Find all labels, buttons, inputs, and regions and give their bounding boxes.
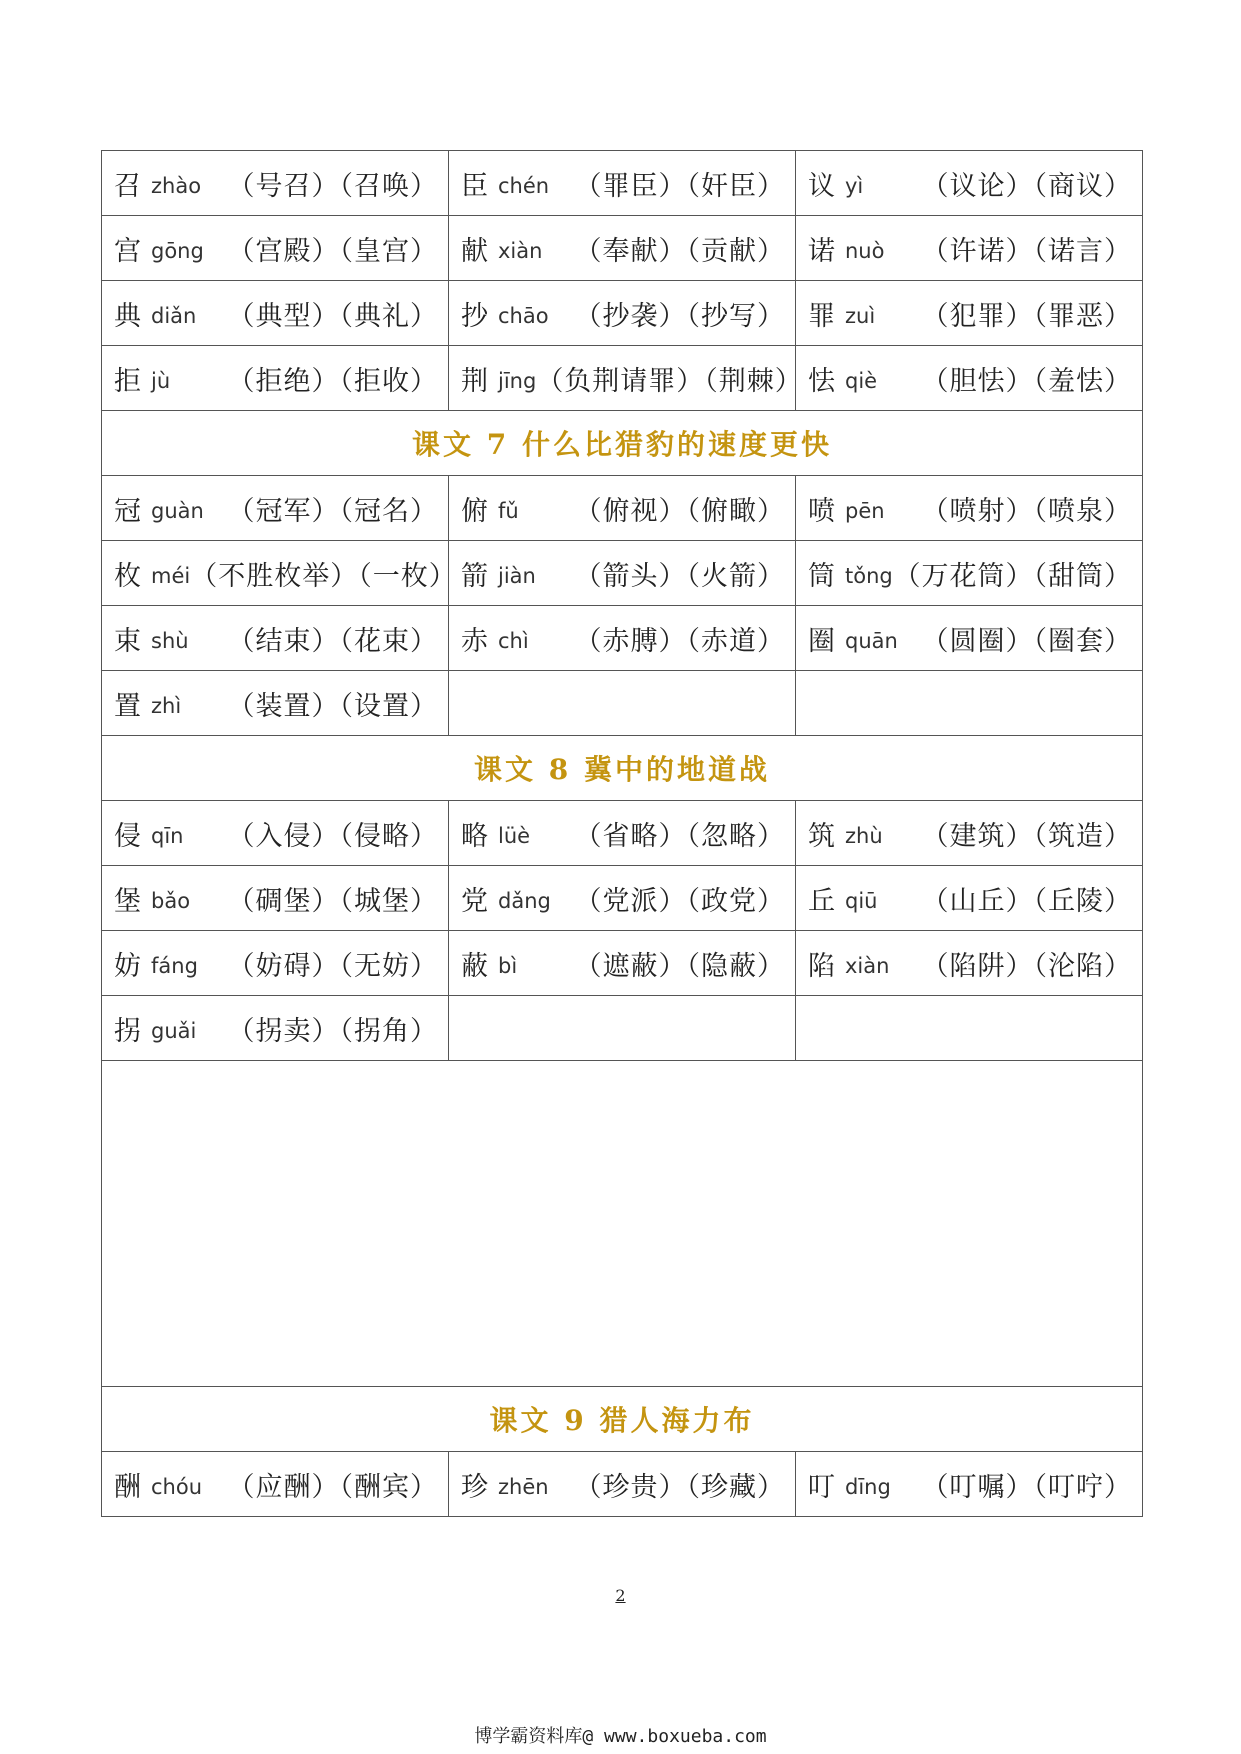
vocab-cell — [449, 476, 796, 541]
character-group — [114, 229, 204, 268]
character: 荆 — [461, 365, 488, 397]
vocab-entry — [102, 216, 448, 280]
pinyin: lüè — [498, 824, 531, 848]
character: 拐 — [114, 1015, 141, 1047]
vocab-entry — [449, 606, 795, 670]
lesson-7-title-cell — [102, 411, 1143, 476]
vocab-entry — [449, 216, 795, 280]
character: 怯 — [808, 365, 835, 397]
character-group — [461, 489, 519, 528]
vocab-entry — [102, 476, 448, 540]
character: 束 — [114, 625, 141, 657]
vocab-cell — [449, 801, 796, 866]
character-group — [808, 359, 877, 398]
vocab-entry — [449, 1452, 795, 1516]
vocab-cell — [796, 151, 1143, 216]
pinyin: bì — [498, 954, 518, 978]
lesson-8-title-cell — [102, 736, 1143, 801]
table-row — [102, 671, 1143, 736]
character: 侵 — [114, 820, 141, 852]
pinyin: zhào — [151, 174, 202, 198]
vocab-cell — [796, 281, 1143, 346]
character: 罪 — [808, 300, 835, 332]
character-group — [114, 944, 198, 983]
example-words: （省略）（忽略） — [574, 820, 785, 852]
pinyin: guǎi — [151, 1019, 197, 1043]
table-row — [102, 216, 1143, 281]
character: 抄 — [461, 300, 488, 332]
vocab-entry — [796, 541, 1142, 605]
character-group — [114, 684, 181, 723]
character: 陷 — [808, 950, 835, 982]
character: 召 — [114, 170, 141, 202]
character-group — [114, 879, 190, 918]
character: 赤 — [461, 625, 488, 657]
pinyin: bǎo — [151, 889, 191, 913]
vocab-cell — [102, 866, 449, 931]
page-number: 2 — [615, 1586, 626, 1605]
example-words: （建筑）（筑造） — [921, 820, 1132, 852]
table-row — [102, 1452, 1143, 1517]
example-words: （俯视）（俯瞰） — [574, 495, 785, 527]
vocab-cell — [102, 801, 449, 866]
vocabulary-table-body — [102, 151, 1143, 1517]
character-group — [808, 294, 875, 333]
example-words: （奉献）（贡献） — [574, 235, 785, 267]
vocab-entry — [796, 216, 1142, 280]
character: 箭 — [461, 560, 488, 592]
pinyin: zhù — [845, 824, 883, 848]
character: 诺 — [808, 235, 835, 267]
vocab-cell — [449, 866, 796, 931]
example-words: （抄袭）（抄写） — [574, 300, 785, 332]
example-words: （赤膊）（赤道） — [574, 625, 785, 657]
vocab-entry — [449, 346, 803, 410]
pinyin: xiàn — [845, 954, 890, 978]
vocab-entry — [102, 151, 448, 215]
pinyin: chāo — [498, 304, 549, 328]
character: 拒 — [114, 365, 141, 397]
pinyin: qiè — [845, 369, 878, 393]
pinyin: zhì — [151, 694, 182, 718]
vocab-cell — [449, 346, 803, 411]
vocab-entry — [102, 996, 448, 1060]
example-words: （山丘）（丘陵） — [921, 885, 1132, 917]
lesson-7-title: 课文 7 什么比猎豹的速度更快 — [412, 428, 832, 461]
character-group — [461, 229, 542, 268]
character: 枚 — [114, 560, 141, 592]
pinyin: zuì — [845, 304, 876, 328]
vocab-cell — [102, 216, 449, 281]
vocab-entry — [102, 606, 448, 670]
vocab-entry — [102, 346, 448, 410]
blank-area — [102, 1061, 1143, 1387]
table-row — [102, 541, 1143, 606]
character-group — [808, 814, 883, 853]
character-group — [461, 294, 549, 333]
character: 酬 — [114, 1471, 141, 1503]
lesson-9-title: 课文 9 猎人海力布 — [489, 1404, 755, 1437]
vocab-entry — [449, 931, 795, 995]
vocab-entry — [102, 931, 448, 995]
vocab-entry — [449, 866, 795, 930]
example-words: （珍贵）（珍藏） — [574, 1471, 785, 1503]
character: 略 — [461, 820, 488, 852]
vocab-cell — [449, 151, 796, 216]
character: 喷 — [808, 495, 835, 527]
vocab-entry — [102, 801, 448, 865]
example-words: （党派）（政党） — [574, 885, 785, 917]
blank-row — [102, 1061, 1143, 1387]
pinyin: zhēn — [498, 1475, 549, 1499]
example-words: （不胜枚举）（一枚） — [190, 560, 457, 592]
example-words: （圆圈）（圈套） — [921, 625, 1132, 657]
example-words: （妨碍）（无妨） — [227, 950, 438, 982]
character: 臣 — [461, 170, 488, 202]
vocab-entry — [102, 866, 448, 930]
vocab-entry — [796, 606, 1142, 670]
character-group — [808, 944, 889, 983]
example-words: （万花筒）（甜筒） — [893, 560, 1132, 592]
table-row — [102, 996, 1143, 1061]
character-group — [461, 1465, 549, 1504]
example-words: （碉堡）（城堡） — [227, 885, 438, 917]
vocab-entry — [449, 801, 795, 865]
footer-watermark: 博学霸资料库@ www.boxueba.com — [474, 1726, 767, 1747]
character-group — [114, 619, 189, 658]
character-group — [114, 294, 196, 333]
vocab-cell — [796, 541, 1143, 606]
pinyin: fǔ — [498, 499, 519, 523]
pinyin: shù — [151, 629, 189, 653]
vocab-entry — [796, 1452, 1142, 1516]
character: 丘 — [808, 885, 835, 917]
example-words: （典型）（典礼） — [227, 300, 438, 332]
vocab-entry — [102, 281, 448, 345]
vocab-entry — [449, 281, 795, 345]
example-words: （拐卖）（拐角） — [227, 1015, 438, 1047]
example-words: （负荆请罪）（荆棘） — [536, 365, 803, 397]
table-row — [102, 931, 1143, 996]
character-group — [461, 814, 530, 853]
character: 置 — [114, 690, 141, 722]
character-group — [461, 944, 517, 983]
pinyin: yì — [845, 174, 864, 198]
character-group — [114, 554, 190, 593]
pinyin: chóu — [151, 1475, 203, 1499]
example-words: （宫殿）（皇宫） — [227, 235, 438, 267]
vocab-entry — [796, 866, 1142, 930]
pinyin: chén — [498, 174, 550, 198]
vocab-cell — [796, 931, 1143, 996]
vocab-cell — [102, 476, 449, 541]
character-group — [808, 229, 884, 268]
example-words: （陷阱）（沦陷） — [921, 950, 1132, 982]
vocab-entry — [449, 151, 795, 215]
vocab-entry — [449, 476, 795, 540]
vocab-cell — [102, 671, 449, 736]
character: 议 — [808, 170, 835, 202]
pinyin: dīng — [845, 1475, 891, 1499]
vocab-cell — [796, 606, 1143, 671]
example-words: （冠军）（冠名） — [227, 495, 438, 527]
character-group — [461, 619, 529, 658]
vocab-entry — [796, 346, 1142, 410]
pinyin: dǎng — [498, 889, 551, 913]
example-words: （号召）（召唤） — [227, 170, 438, 202]
empty-cell — [449, 671, 796, 736]
character-group — [114, 359, 170, 398]
example-words: （叮嘱）（叮咛） — [921, 1471, 1132, 1503]
character-group — [461, 879, 551, 918]
vocab-cell — [796, 346, 1143, 411]
vocab-cell — [796, 866, 1143, 931]
vocab-cell — [102, 541, 457, 606]
vocab-entry — [796, 476, 1142, 540]
character-group — [461, 164, 549, 203]
table-row — [102, 801, 1143, 866]
lesson-8-title: 课文 8 冀中的地道战 — [474, 753, 770, 786]
table-row — [102, 346, 1143, 411]
pinyin: nuò — [845, 239, 885, 263]
character: 珍 — [461, 1471, 488, 1503]
pinyin: fáng — [151, 954, 198, 978]
pinyin: pēn — [845, 499, 885, 523]
vocab-cell — [449, 1452, 796, 1517]
table-row — [102, 606, 1143, 671]
vocab-cell — [449, 606, 796, 671]
empty-cell — [796, 671, 1143, 736]
character-group — [808, 554, 893, 593]
empty-cell — [449, 996, 796, 1061]
example-words: （箭头）（火箭） — [574, 560, 785, 592]
pinyin: jù — [151, 369, 171, 393]
character-group — [808, 489, 885, 528]
vocab-cell — [102, 346, 449, 411]
character-group — [114, 1465, 202, 1504]
example-words: （喷射）（喷泉） — [921, 495, 1132, 527]
section-header-row — [102, 411, 1143, 476]
example-words: （结束）（花束） — [227, 625, 438, 657]
pinyin: xiàn — [498, 239, 543, 263]
character: 蔽 — [461, 950, 488, 982]
section-header-row — [102, 736, 1143, 801]
empty-cell — [796, 996, 1143, 1061]
vocab-cell — [102, 1452, 449, 1517]
character: 党 — [461, 885, 488, 917]
vocabulary-table — [101, 150, 1143, 1517]
character: 宫 — [114, 235, 141, 267]
vocab-entry — [796, 281, 1142, 345]
pinyin: gōng — [151, 239, 204, 263]
vocab-cell — [102, 931, 449, 996]
vocab-cell — [796, 476, 1143, 541]
pinyin: qīn — [151, 824, 184, 848]
character-group — [114, 164, 201, 203]
pinyin: guàn — [151, 499, 204, 523]
example-words: （许诺）（诺言） — [921, 235, 1132, 267]
vocab-entry — [449, 541, 795, 605]
vocab-entry — [102, 671, 448, 735]
character-group — [114, 1009, 196, 1048]
example-words: （拒绝）（拒收） — [227, 365, 438, 397]
table-row — [102, 151, 1143, 216]
vocab-cell — [102, 606, 449, 671]
example-words: （议论）（商议） — [921, 170, 1132, 202]
example-words: （入侵）（侵略） — [227, 820, 438, 852]
character: 俯 — [461, 495, 488, 527]
lesson-9-title-cell — [102, 1387, 1143, 1452]
vocab-cell — [796, 216, 1143, 281]
example-words: （遮蔽）（隐蔽） — [574, 950, 785, 982]
vocab-entry — [796, 151, 1142, 215]
character: 圈 — [808, 625, 835, 657]
vocab-cell — [796, 1452, 1143, 1517]
vocab-entry — [796, 931, 1142, 995]
vocab-cell — [449, 281, 796, 346]
vocab-cell — [449, 541, 796, 606]
character: 妨 — [114, 950, 141, 982]
character: 冠 — [114, 495, 141, 527]
vocab-cell — [102, 151, 449, 216]
example-words: （罪臣）（奸臣） — [574, 170, 785, 202]
character-group — [808, 879, 877, 918]
character-group — [114, 814, 183, 853]
pinyin: quān — [845, 629, 898, 653]
character: 筑 — [808, 820, 835, 852]
vocab-cell — [796, 801, 1143, 866]
vocab-entry — [102, 541, 457, 605]
character: 献 — [461, 235, 488, 267]
vocab-cell — [102, 996, 449, 1061]
example-words: （胆怯）（羞怯） — [921, 365, 1132, 397]
character-group — [808, 164, 863, 203]
vocab-cell — [449, 216, 796, 281]
character: 典 — [114, 300, 141, 332]
pinyin: chì — [498, 629, 529, 653]
table-row — [102, 476, 1143, 541]
character: 叮 — [808, 1471, 835, 1503]
vocab-cell — [449, 931, 796, 996]
pinyin: diǎn — [151, 304, 197, 328]
table-row — [102, 281, 1143, 346]
example-words: （应酬）（酬宾） — [227, 1471, 438, 1503]
pinyin: qiū — [845, 889, 878, 913]
pinyin: tǒng — [845, 564, 893, 588]
character-group — [114, 489, 204, 528]
pinyin: jīng — [498, 369, 537, 393]
section-header-row — [102, 1387, 1143, 1452]
character-group — [808, 619, 898, 658]
character: 筒 — [808, 560, 835, 592]
example-words: （装置）（设置） — [227, 690, 438, 722]
example-words: （犯罪）（罪恶） — [921, 300, 1132, 332]
pinyin: méi — [151, 564, 191, 588]
vocab-entry — [796, 801, 1142, 865]
character: 堡 — [114, 885, 141, 917]
character-group — [461, 359, 536, 398]
character-group — [461, 554, 536, 593]
vocab-cell — [102, 281, 449, 346]
pinyin: jiàn — [498, 564, 536, 588]
character-group — [808, 1465, 891, 1504]
table-row — [102, 866, 1143, 931]
vocab-entry — [102, 1452, 448, 1516]
